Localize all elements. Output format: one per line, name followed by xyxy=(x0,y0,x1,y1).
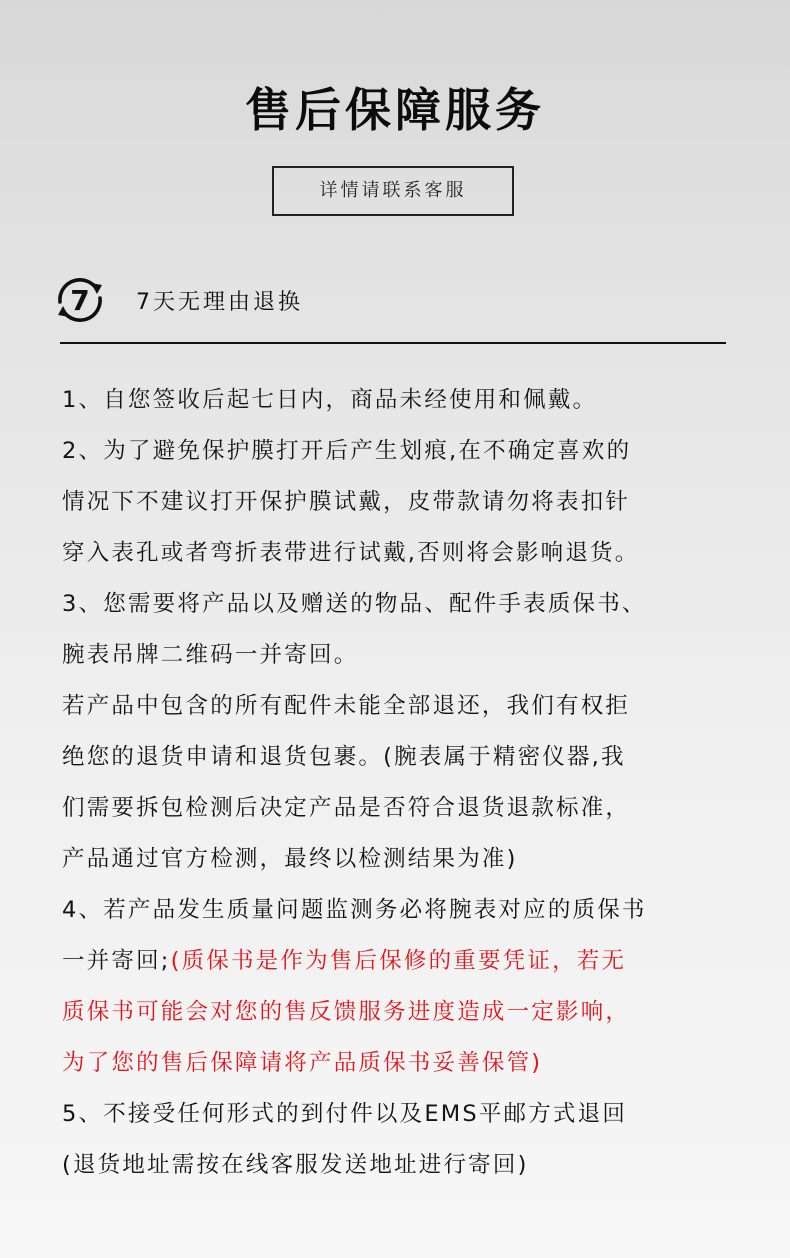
policy-line: 3、您需要将产品以及赠送的物品、配件手表质保书、 xyxy=(62,591,647,617)
section-header xyxy=(52,272,303,328)
policy-line: 5、不接受任何形式的到付件以及EMS平邮方式退回 xyxy=(62,1101,628,1127)
policy-line: 1、自您签收后起七日内，商品未经使用和佩戴。 xyxy=(62,387,598,413)
seven-day-return-icon xyxy=(52,272,108,328)
policy-line-red: 质保书可能会对您的售反馈服务进度造成一定影响， xyxy=(62,999,631,1025)
policy-line-red: 为了您的售后保障请将产品质保书妥善保管) xyxy=(62,1050,543,1076)
policy-line: 4、若产品发生质量问题监测务必将腕表对应的质保书 xyxy=(62,897,647,923)
policy-line: 们需要拆包检测后决定产品是否符合退货退款标准， xyxy=(62,795,631,821)
page-title: 售后保障服务 xyxy=(245,83,545,137)
policy-line: 2、为了避免保护膜打开后产生划痕,在不确定喜欢的 xyxy=(62,438,632,464)
policy-line: 穿入表孔或者弯折表带进行试戴,否则将会影响退货。 xyxy=(62,540,640,566)
section-divider xyxy=(60,342,726,344)
section-title: 7天无理由退换 xyxy=(136,289,303,315)
policy-line: 若产品中包含的所有配件未能全部退还，我们有权拒 xyxy=(62,693,631,719)
policy-content xyxy=(62,375,732,1191)
policy-line: 情况下不建议打开保护膜试戴，皮带款请勿将表扣针 xyxy=(62,489,631,515)
policy-line: (退货地址需按在线客服发送地址进行寄回) xyxy=(62,1152,529,1178)
policy-line: 绝您的退货申请和退货包裹。(腕表属于精密仪器,我 xyxy=(62,744,626,770)
policy-text-red: (质保书是作为售后保修的重要凭证，若无 xyxy=(170,948,627,974)
policy-text-black: 一并寄回; xyxy=(62,948,171,974)
icon-number: 7 xyxy=(70,284,90,317)
policy-line: 腕表吊牌二维码一并寄回。 xyxy=(62,642,359,668)
policy-line-mixed xyxy=(62,936,732,987)
contact-service-button[interactable]: 详情请联系客服 xyxy=(272,166,514,216)
policy-line: 产品通过官方检测，最终以检测结果为准) xyxy=(62,846,518,872)
